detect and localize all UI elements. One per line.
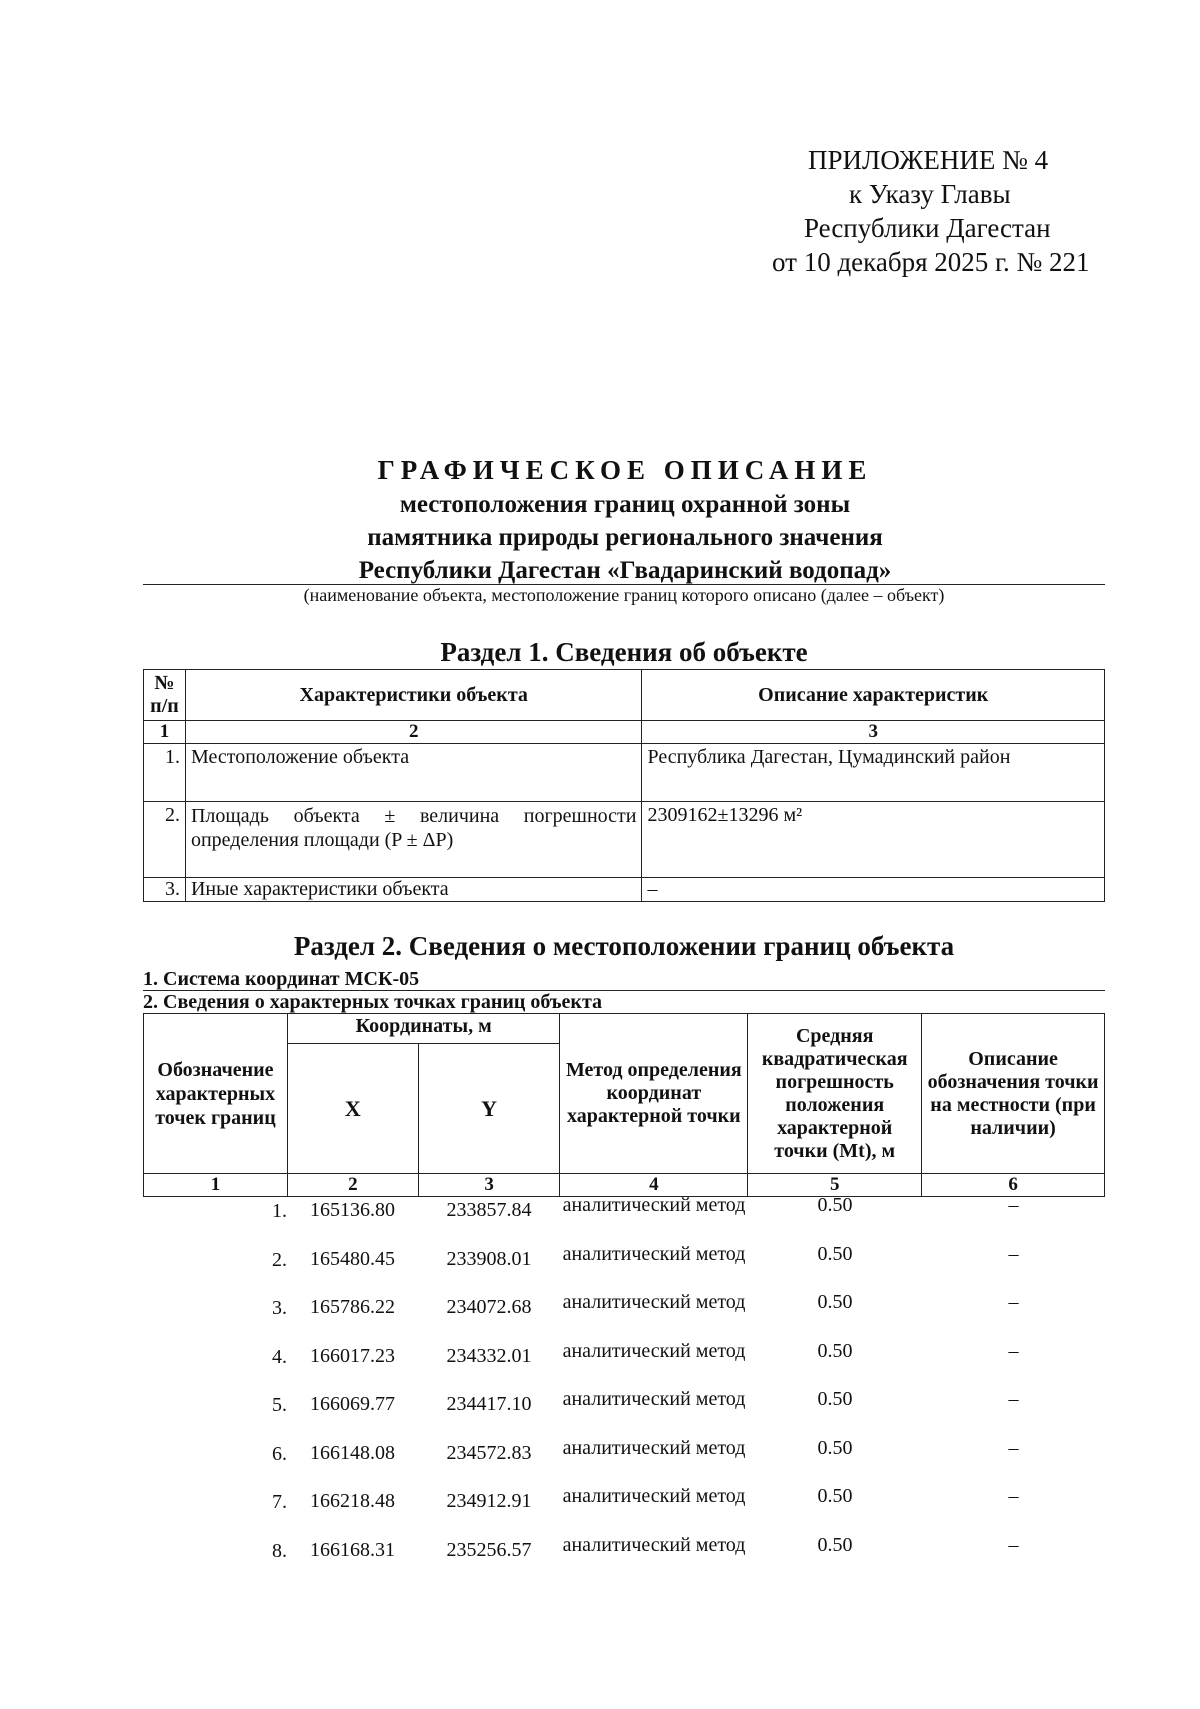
row-characteristic: Иные характеристики объекта [185, 878, 642, 902]
col-header-point: Обозначение характерных точек границ [144, 1014, 288, 1174]
point-row [143, 1485, 1105, 1534]
point-row [143, 1437, 1105, 1486]
point-error: 0.50 [817, 1388, 853, 1410]
col-header-description: Описание обозначения точки на местности (при наличии) [922, 1014, 1105, 1174]
point-x: 165480.45 [310, 1247, 395, 1270]
col-number-5: 5 [748, 1174, 922, 1197]
col-header-y: Y [418, 1044, 560, 1174]
title-line-2: памятника природы регионального значения [367, 524, 883, 551]
point-y: 233908.01 [446, 1247, 532, 1270]
point-description: – [1008, 1339, 1019, 1362]
point-method: аналитический метод [562, 1533, 746, 1556]
point-row [143, 1291, 1105, 1340]
point-number: 2. [272, 1248, 287, 1271]
point-number: 4. [272, 1345, 287, 1368]
row-value: – [642, 878, 1105, 902]
point-x: 166218.48 [310, 1490, 395, 1512]
point-y: 235256.57 [446, 1538, 532, 1561]
col-number-4: 4 [560, 1174, 748, 1197]
boundary-points-list [143, 1194, 1105, 1582]
point-number: 7. [272, 1491, 287, 1513]
points-heading-line: 2. Сведения о характерных точках границ объекта [143, 991, 1105, 1014]
point-description: – [1008, 1436, 1019, 1459]
point-y: 234912.91 [446, 1490, 532, 1512]
point-error: 0.50 [817, 1485, 853, 1507]
title-line-1: местоположения границ охранной зоны [399, 491, 851, 518]
coordinate-system-line: 1. Система координат МСК-05 [143, 968, 1105, 991]
row-number: 2. [144, 802, 186, 878]
point-x: 166168.31 [310, 1538, 395, 1561]
col-header-x: X [287, 1044, 418, 1174]
appendix-date: от 10 декабря 2025 г. № 221 [772, 247, 1090, 277]
point-y: 234572.83 [446, 1441, 532, 1464]
point-method: аналитический метод [562, 1485, 746, 1507]
point-row [143, 1534, 1105, 1583]
row-characteristic: Площадь объекта ± величина погрешности определения площади (P ± ΔP) [185, 802, 642, 878]
col-header-characteristic: Характеристики объекта [185, 670, 642, 721]
point-x: 165786.22 [310, 1296, 395, 1318]
col-number-6: 6 [922, 1174, 1105, 1197]
point-error: 0.50 [817, 1339, 853, 1362]
col-number-3: 3 [642, 721, 1105, 744]
point-error: 0.50 [817, 1194, 853, 1216]
point-method: аналитический метод [562, 1194, 746, 1216]
point-y: 233857.84 [446, 1199, 532, 1221]
point-number: 6. [272, 1442, 287, 1465]
point-description: – [1008, 1194, 1019, 1216]
col-header-error: Средняя квадратическая погрешность положения характерной точки (Mt), м [748, 1014, 922, 1174]
point-x: 166069.77 [310, 1393, 395, 1415]
point-number: 3. [272, 1297, 287, 1319]
title-heading: ГРАФИЧЕСКОЕ ОПИСАНИЕ [377, 455, 873, 485]
row-value: 2309162±13296 м² [642, 802, 1105, 878]
point-method: аналитический метод [562, 1388, 746, 1410]
point-error: 0.50 [817, 1533, 853, 1556]
appendix-reference: к Указу Главы [849, 179, 1011, 209]
col-header-description: Описание характеристик [642, 670, 1105, 721]
point-error: 0.50 [817, 1436, 853, 1459]
point-number: 8. [272, 1539, 287, 1562]
point-description: – [1008, 1291, 1019, 1313]
point-y: 234072.68 [446, 1296, 532, 1318]
point-error: 0.50 [817, 1242, 853, 1265]
point-row [143, 1388, 1105, 1437]
row-number: 1. [144, 744, 186, 802]
point-method: аналитический метод [562, 1339, 746, 1362]
point-x: 166017.23 [310, 1344, 395, 1367]
appendix-block [700, 143, 1130, 279]
point-x: 166148.08 [310, 1441, 395, 1464]
point-error: 0.50 [817, 1291, 853, 1313]
row-value: Республика Дагестан, Цумадинский район [642, 744, 1105, 802]
appendix-number: ПРИЛОЖЕНИЕ № 4 [808, 145, 1049, 175]
appendix-republic: Республики Дагестан [804, 213, 1051, 243]
title-caption: (наименование объекта, местоположение границ которого описано (далее – объект) [303, 585, 945, 605]
point-number: 1. [272, 1200, 287, 1222]
point-x: 165136.80 [310, 1199, 395, 1221]
boundary-points-header-table [143, 1013, 1105, 1197]
point-description: – [1008, 1533, 1019, 1556]
point-number: 5. [272, 1394, 287, 1416]
col-header-number: № п/п [144, 670, 186, 721]
col-number-2: 2 [287, 1174, 418, 1197]
point-y: 234332.01 [446, 1344, 532, 1367]
row-characteristic: Местоположение объекта [185, 744, 642, 802]
point-method: аналитический метод [562, 1291, 746, 1313]
row-number: 3. [144, 878, 186, 902]
point-method: аналитический метод [562, 1242, 746, 1265]
point-description: – [1008, 1388, 1019, 1410]
point-row [143, 1340, 1105, 1389]
col-number-2: 2 [185, 721, 642, 744]
section2-heading: Раздел 2. Сведения о местоположении границ объекта [293, 931, 955, 961]
point-method: аналитический метод [562, 1436, 746, 1459]
col-number-1: 1 [144, 1174, 288, 1197]
object-info-table [143, 669, 1105, 902]
point-y: 234417.10 [446, 1393, 532, 1415]
section1-heading: Раздел 1. Сведения об объекте [440, 637, 808, 667]
col-number-3: 3 [418, 1174, 560, 1197]
point-description: – [1008, 1485, 1019, 1507]
title-line-3: Республики Дагестан «Гвадаринский водопад» [358, 557, 892, 584]
document-title [150, 452, 1100, 587]
col-header-method: Метод определения координат характерной точки [560, 1014, 748, 1174]
col-number-1: 1 [144, 721, 186, 744]
point-description: – [1008, 1242, 1019, 1265]
point-row [143, 1243, 1105, 1292]
point-row [143, 1194, 1105, 1243]
col-header-coordinates: Координаты, м [287, 1014, 560, 1044]
